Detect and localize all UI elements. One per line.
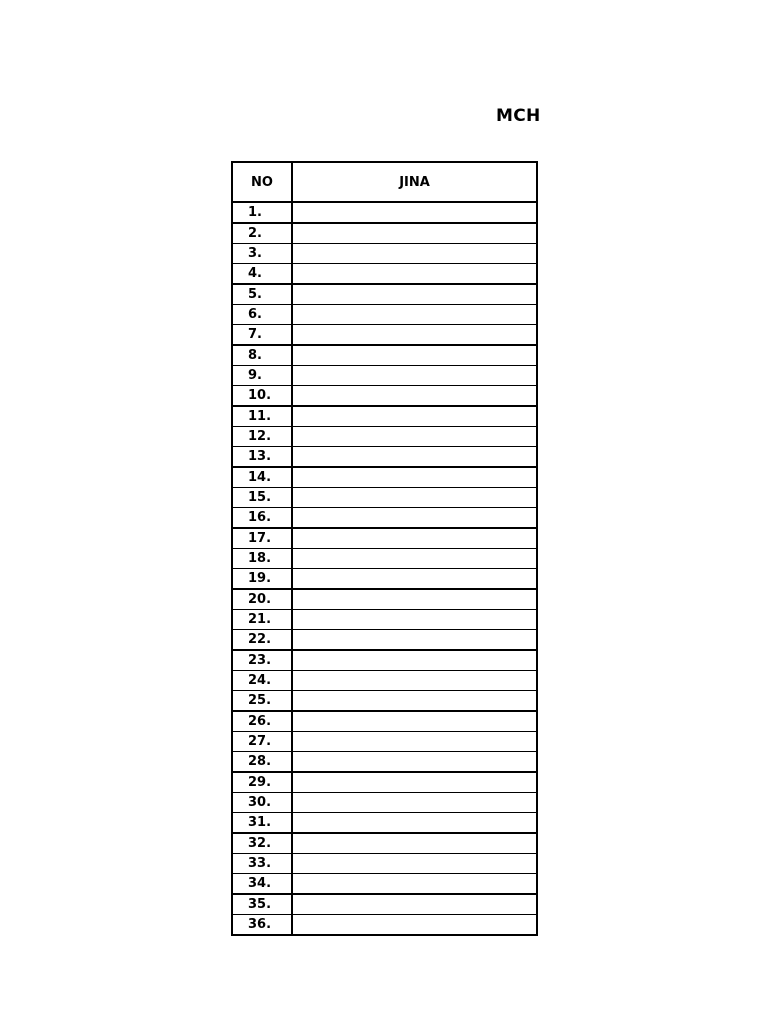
name-cell[interactable] <box>292 813 537 834</box>
name-cell[interactable] <box>292 793 537 813</box>
name-cell[interactable] <box>292 671 537 691</box>
name-cell[interactable] <box>292 833 537 854</box>
row-number-cell: 33. <box>232 854 292 874</box>
table-row <box>232 427 537 447</box>
row-number-cell: 15. <box>232 488 292 508</box>
row-number-cell: 26. <box>232 711 292 732</box>
name-cell[interactable] <box>292 711 537 732</box>
name-cell[interactable] <box>292 427 537 447</box>
table-row <box>232 793 537 813</box>
table-row <box>232 264 537 285</box>
row-number-cell: 28. <box>232 752 292 773</box>
row-number-cell: 16. <box>232 508 292 529</box>
name-cell[interactable] <box>292 772 537 793</box>
name-cell[interactable] <box>292 488 537 508</box>
name-cell[interactable] <box>292 610 537 630</box>
name-cell[interactable] <box>292 589 537 610</box>
name-cell[interactable] <box>292 305 537 325</box>
table-row <box>232 284 537 305</box>
table-row <box>232 528 537 549</box>
table-row <box>232 345 537 366</box>
table-row <box>232 894 537 915</box>
name-cell[interactable] <box>292 752 537 773</box>
row-number-cell: 20. <box>232 589 292 610</box>
name-cell[interactable] <box>292 630 537 651</box>
row-number-cell: 31. <box>232 813 292 834</box>
table-row <box>232 202 537 223</box>
name-cell[interactable] <box>292 508 537 529</box>
row-number-cell: 9. <box>232 366 292 386</box>
row-number-cell: 19. <box>232 569 292 590</box>
name-cell[interactable] <box>292 264 537 285</box>
column-header-no: NO <box>232 162 292 202</box>
table-row <box>232 650 537 671</box>
table-row <box>232 244 537 264</box>
table-row <box>232 325 537 346</box>
row-number-cell: 18. <box>232 549 292 569</box>
name-cell[interactable] <box>292 345 537 366</box>
table-row <box>232 630 537 651</box>
row-number-cell: 8. <box>232 345 292 366</box>
page-title-container <box>496 106 541 128</box>
row-number-cell: 2. <box>232 223 292 244</box>
name-cell[interactable] <box>292 447 537 468</box>
row-number-cell: 10. <box>232 386 292 407</box>
table-row <box>232 671 537 691</box>
row-number-cell: 32. <box>232 833 292 854</box>
name-cell[interactable] <box>292 528 537 549</box>
table-row <box>232 366 537 386</box>
row-number-cell: 22. <box>232 630 292 651</box>
name-cell[interactable] <box>292 854 537 874</box>
name-cell[interactable] <box>292 549 537 569</box>
row-number-cell: 1. <box>232 202 292 223</box>
name-cell[interactable] <box>292 915 537 936</box>
row-number-cell: 29. <box>232 772 292 793</box>
table-row <box>232 874 537 895</box>
row-number-cell: 4. <box>232 264 292 285</box>
name-cell[interactable] <box>292 366 537 386</box>
table-row <box>232 508 537 529</box>
table-row <box>232 488 537 508</box>
name-cell[interactable] <box>292 244 537 264</box>
row-number-cell: 14. <box>232 467 292 488</box>
name-cell[interactable] <box>292 650 537 671</box>
name-cell[interactable] <box>292 732 537 752</box>
row-number-cell: 23. <box>232 650 292 671</box>
row-number-cell: 27. <box>232 732 292 752</box>
table-row <box>232 711 537 732</box>
table-row <box>232 610 537 630</box>
page-title: MCH <box>496 106 541 126</box>
table-row <box>232 732 537 752</box>
row-number-cell: 3. <box>232 244 292 264</box>
row-number-cell: 6. <box>232 305 292 325</box>
name-cell[interactable] <box>292 874 537 895</box>
name-cell[interactable] <box>292 223 537 244</box>
row-number-cell: 24. <box>232 671 292 691</box>
name-cell[interactable] <box>292 284 537 305</box>
table-row <box>232 569 537 590</box>
table-row <box>232 386 537 407</box>
table-row <box>232 447 537 468</box>
table-row <box>232 305 537 325</box>
row-number-cell: 34. <box>232 874 292 895</box>
table-row <box>232 752 537 773</box>
table-row <box>232 549 537 569</box>
table-row <box>232 772 537 793</box>
name-cell[interactable] <box>292 406 537 427</box>
name-cell[interactable] <box>292 386 537 407</box>
table-row <box>232 854 537 874</box>
name-cell[interactable] <box>292 894 537 915</box>
row-number-cell: 12. <box>232 427 292 447</box>
table-body <box>232 202 537 935</box>
name-cell[interactable] <box>292 325 537 346</box>
row-number-cell: 30. <box>232 793 292 813</box>
row-number-cell: 25. <box>232 691 292 712</box>
name-cell[interactable] <box>292 467 537 488</box>
table-row <box>232 813 537 834</box>
name-cell[interactable] <box>292 691 537 712</box>
row-number-cell: 36. <box>232 915 292 936</box>
name-cell[interactable] <box>292 202 537 223</box>
row-number-cell: 7. <box>232 325 292 346</box>
table-row <box>232 691 537 712</box>
row-number-cell: 11. <box>232 406 292 427</box>
row-number-cell: 5. <box>232 284 292 305</box>
table-row <box>232 467 537 488</box>
table-row <box>232 915 537 936</box>
name-cell[interactable] <box>292 569 537 590</box>
table-row <box>232 589 537 610</box>
table-row <box>232 223 537 244</box>
row-number-cell: 17. <box>232 528 292 549</box>
table-row <box>232 406 537 427</box>
row-number-cell: 13. <box>232 447 292 468</box>
row-number-cell: 35. <box>232 894 292 915</box>
row-number-cell: 21. <box>232 610 292 630</box>
register-table <box>231 161 538 936</box>
column-header-jina: JINA <box>292 162 537 202</box>
table-row <box>232 833 537 854</box>
header-row <box>232 162 537 202</box>
